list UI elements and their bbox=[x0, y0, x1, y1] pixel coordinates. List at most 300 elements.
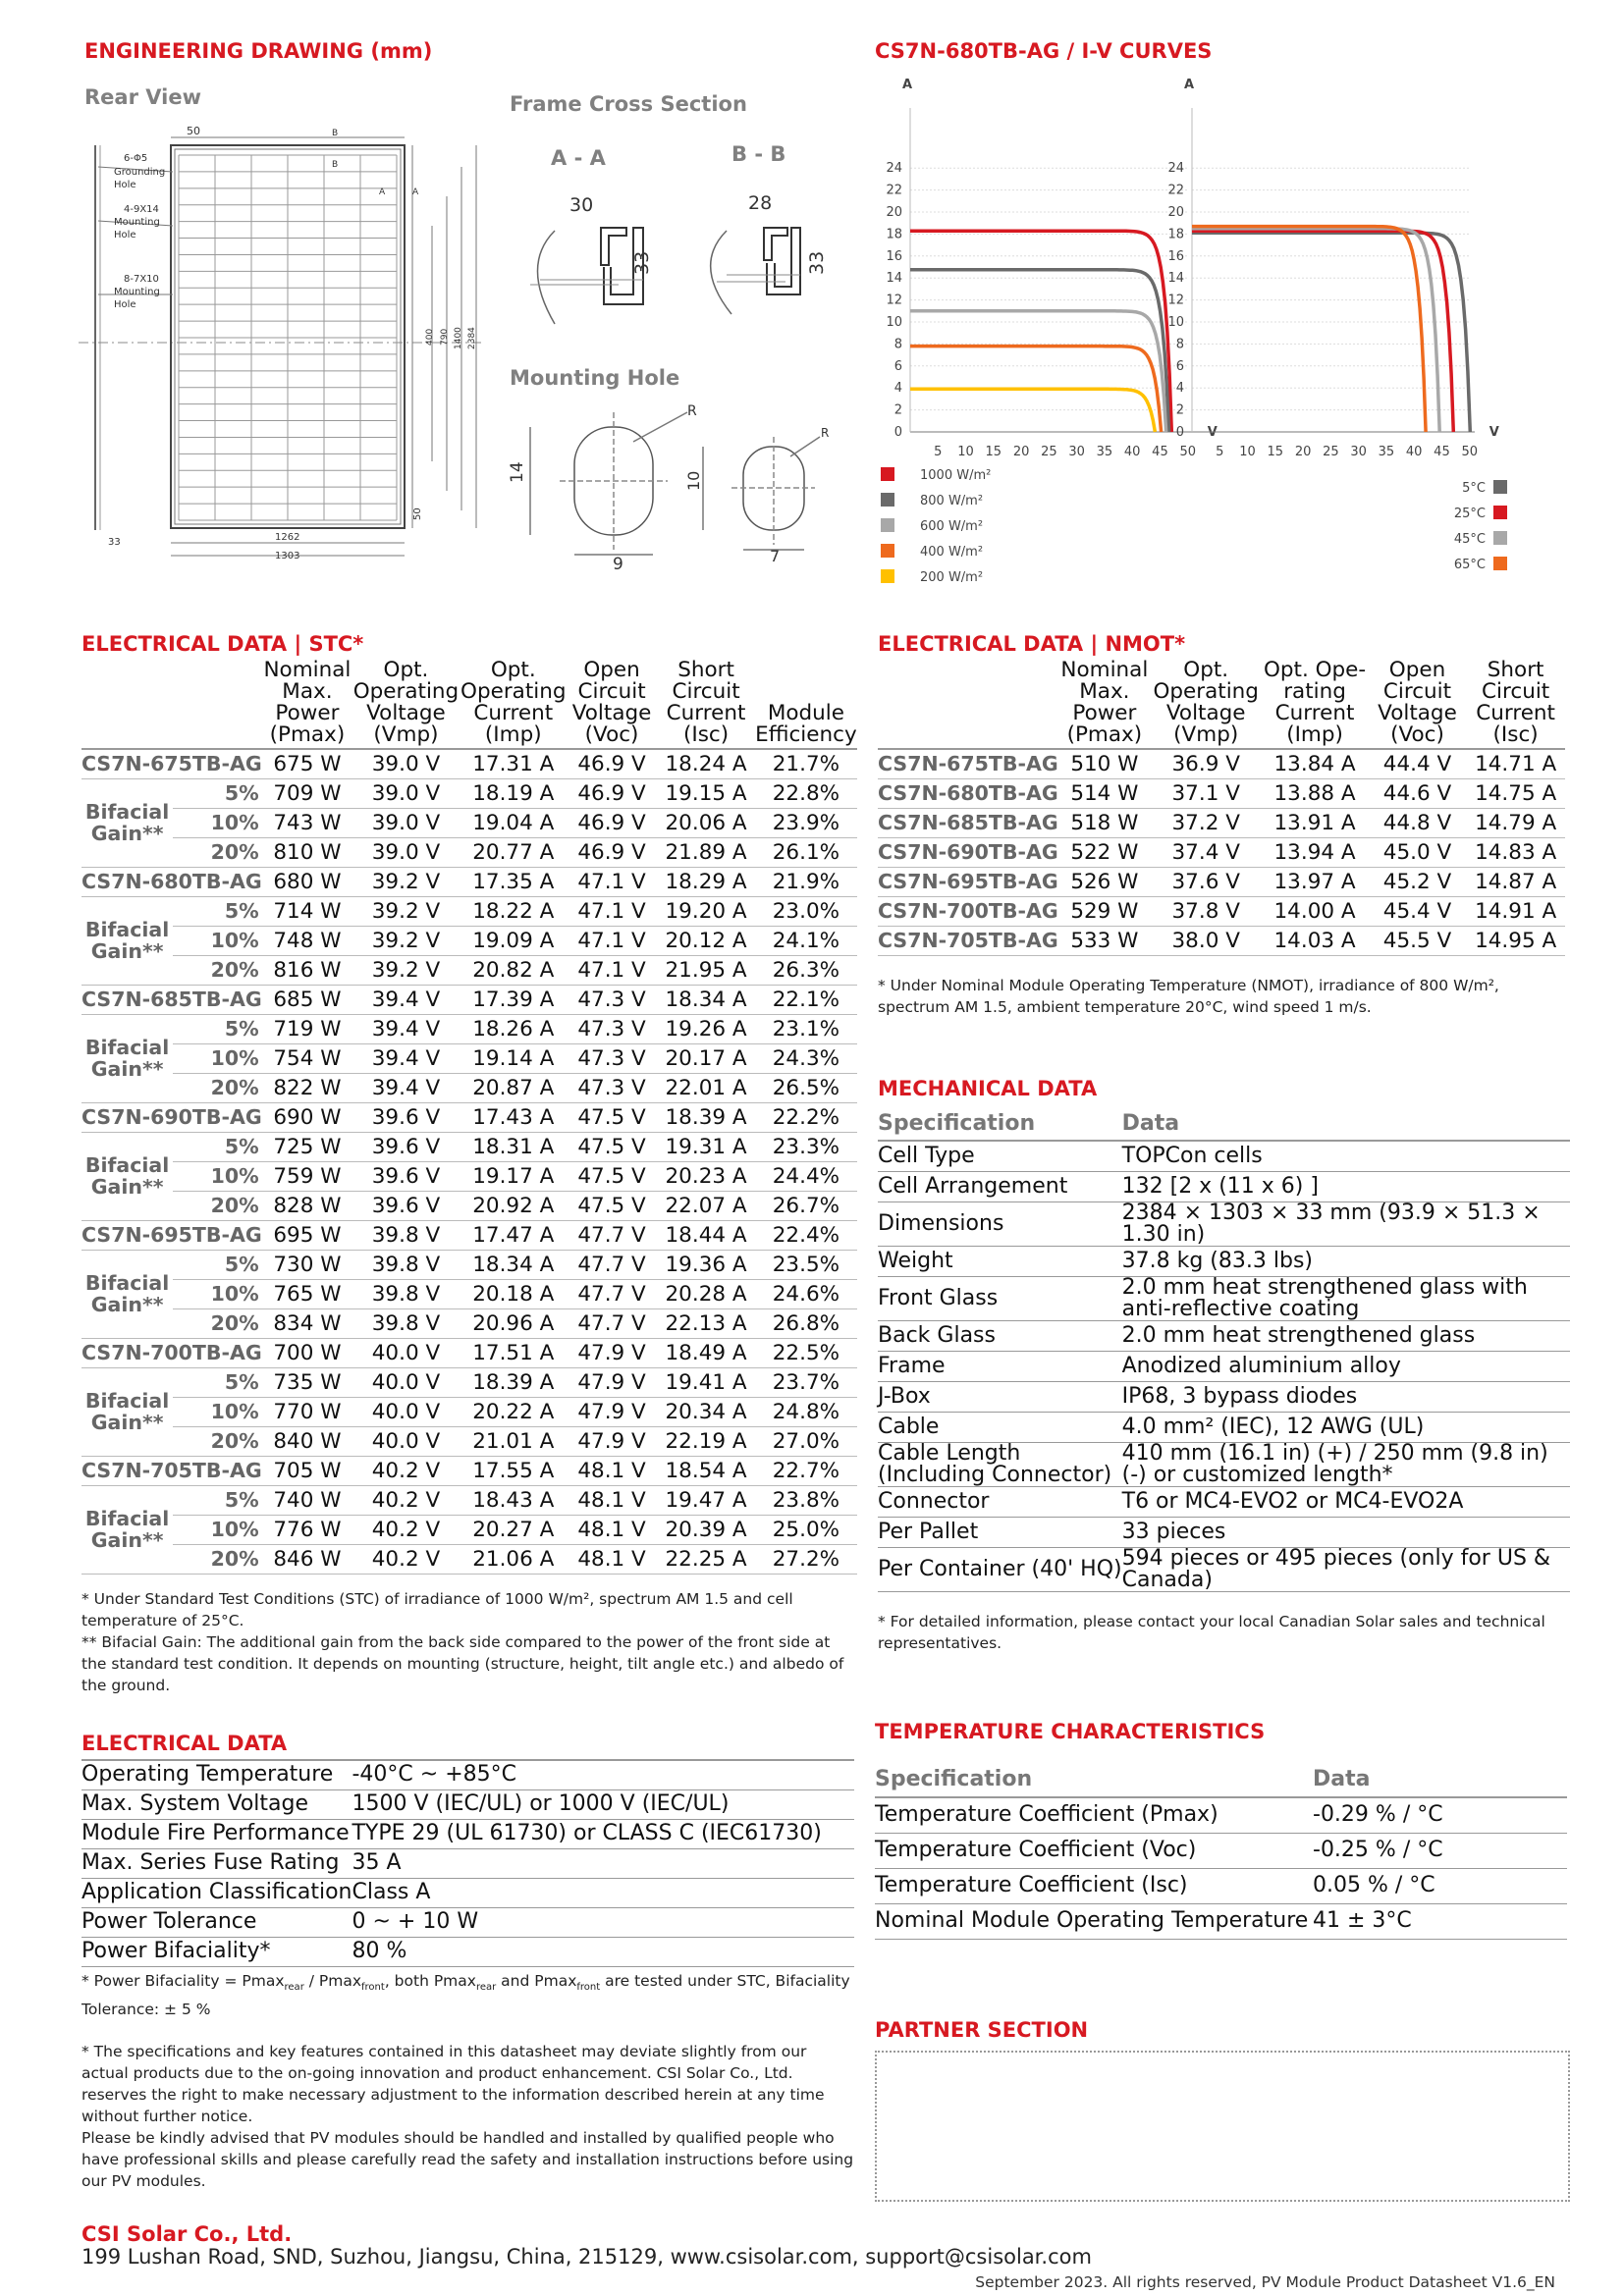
stc-cell: 20.39 A bbox=[657, 1515, 755, 1544]
stc-cell: 47.9 V bbox=[567, 1338, 657, 1367]
stc-cell: 22.8% bbox=[755, 778, 857, 808]
stc-header-2 bbox=[460, 660, 567, 749]
stc-model-name: CS7N-695TB-AG bbox=[81, 1220, 263, 1250]
section-a-a bbox=[530, 146, 653, 324]
stc-cell: 22.1% bbox=[755, 985, 857, 1014]
stc-row bbox=[81, 1132, 857, 1161]
stc-row bbox=[81, 1367, 857, 1397]
stc-cell: 18.29 A bbox=[657, 867, 755, 896]
stc-cell: 18.39 A bbox=[657, 1102, 755, 1132]
x-tick-label: 10 bbox=[1239, 445, 1256, 459]
stc-cell: 40.2 V bbox=[352, 1544, 460, 1574]
stc-cell: 24.1% bbox=[755, 926, 857, 955]
legend-label: 600 W/m² bbox=[920, 519, 984, 534]
stc-cell: 24.3% bbox=[755, 1043, 857, 1073]
electrical-spec: Application Classification bbox=[81, 1878, 352, 1907]
mechanical-row bbox=[878, 1320, 1570, 1351]
stc-cell: 828 W bbox=[263, 1191, 352, 1220]
nmot-cell: 44.6 V bbox=[1369, 778, 1467, 808]
mechanical-row bbox=[878, 1412, 1570, 1442]
stc-cell: 39.4 V bbox=[352, 1073, 460, 1102]
stc-cell: 39.4 V bbox=[352, 1043, 460, 1073]
x-tick-label: 20 bbox=[1294, 445, 1312, 459]
stc-cell: 19.41 A bbox=[657, 1367, 755, 1397]
stc-header-5 bbox=[755, 660, 857, 749]
stc-cell: 20.17 A bbox=[657, 1043, 755, 1073]
stc-note-1: * Under Standard Test Conditions (STC) of irradiance of 1000 W/m², spectrum AM 1.5 and cell temperature of 25°C. bbox=[81, 1590, 793, 1629]
nmot-header-line: Opt. bbox=[1183, 658, 1229, 682]
y-tick-label: 0 bbox=[893, 425, 902, 440]
stc-cell: 20.87 A bbox=[460, 1073, 567, 1102]
stc-cell: 20.12 A bbox=[657, 926, 755, 955]
engineering-title: ENGINEERING DRAWING (mm) bbox=[84, 39, 433, 63]
gain-label-line: Gain** bbox=[90, 1411, 164, 1434]
electrical-row bbox=[81, 1878, 854, 1907]
y-tick-label: 20 bbox=[886, 205, 902, 220]
stc-cell: 20.06 A bbox=[657, 808, 755, 837]
svg-text:Hole: Hole bbox=[114, 299, 136, 310]
stc-cell: 39.6 V bbox=[352, 1132, 460, 1161]
stc-cell: 47.5 V bbox=[567, 1191, 657, 1220]
legend-swatch bbox=[1493, 506, 1507, 519]
stc-model-name: CS7N-675TB-AG bbox=[81, 749, 263, 778]
stc-cell: 700 W bbox=[263, 1338, 352, 1367]
mechanical-row bbox=[878, 1141, 1570, 1171]
stc-cell: 22.25 A bbox=[657, 1544, 755, 1574]
svg-text:4-9X14: 4-9X14 bbox=[124, 204, 159, 215]
temperature-row bbox=[875, 1868, 1567, 1903]
stc-header-line: Module bbox=[767, 701, 844, 725]
y-tick-label: 18 bbox=[1167, 227, 1184, 242]
stc-cell: 18.26 A bbox=[460, 1014, 567, 1043]
stc-cell: 26.3% bbox=[755, 955, 857, 985]
svg-text:28: 28 bbox=[748, 192, 773, 214]
stc-cell: 40.2 V bbox=[352, 1456, 460, 1485]
stc-cell: 20.23 A bbox=[657, 1161, 755, 1191]
stc-title: ELECTRICAL DATA | STC* bbox=[81, 632, 364, 656]
stc-cell: 40.0 V bbox=[352, 1367, 460, 1397]
stc-cell: 759 W bbox=[263, 1161, 352, 1191]
temperature-value: -0.29 % / °C bbox=[1313, 1797, 1567, 1833]
stc-cell: 40.0 V bbox=[352, 1338, 460, 1367]
iv-curve bbox=[910, 231, 1171, 432]
nmot-cell: 14.79 A bbox=[1466, 808, 1565, 837]
nmot-cell: 526 W bbox=[1058, 867, 1151, 896]
x-tick-label: 45 bbox=[1434, 445, 1450, 459]
stc-row bbox=[81, 867, 857, 896]
mechanical-row bbox=[878, 1351, 1570, 1381]
stc-cell: 23.5% bbox=[755, 1250, 857, 1279]
stc-cell: 748 W bbox=[263, 926, 352, 955]
gain-label-line: Bifacial bbox=[84, 1036, 170, 1059]
stc-cell: 743 W bbox=[263, 808, 352, 837]
mechanical-spec: Cell Arrangement bbox=[878, 1171, 1122, 1201]
y-tick-label: 24 bbox=[1167, 161, 1184, 177]
stc-header-line: Power bbox=[275, 701, 340, 725]
electrical-row bbox=[81, 1907, 854, 1937]
nmot-model-name: CS7N-690TB-AG bbox=[878, 837, 1058, 867]
stc-cell: 18.22 A bbox=[460, 896, 567, 926]
y-tick-label: 14 bbox=[1167, 271, 1184, 287]
mechanical-spec: J-Box bbox=[878, 1381, 1122, 1412]
svg-text:400: 400 bbox=[425, 328, 435, 346]
svg-text:33: 33 bbox=[631, 250, 653, 275]
legend-label: 45°C bbox=[1453, 532, 1486, 547]
stc-cell: 22.5% bbox=[755, 1338, 857, 1367]
stc-cell: 21.9% bbox=[755, 867, 857, 896]
stc-cell: 714 W bbox=[263, 896, 352, 926]
stc-cell: 19.26 A bbox=[657, 1014, 755, 1043]
stc-cell: 18.34 A bbox=[460, 1250, 567, 1279]
stc-cell: 22.4% bbox=[755, 1220, 857, 1250]
stc-cell: 22.7% bbox=[755, 1456, 857, 1485]
y-tick-label: 4 bbox=[1175, 381, 1184, 397]
stc-cell: 770 W bbox=[263, 1397, 352, 1426]
nmot-header-line: Voltage bbox=[1378, 701, 1457, 725]
svg-text:Hole: Hole bbox=[114, 180, 136, 190]
svg-text:790: 790 bbox=[440, 328, 450, 346]
stc-gain-pct: 10% bbox=[173, 1397, 263, 1426]
stc-cell: 39.8 V bbox=[352, 1279, 460, 1308]
stc-row bbox=[81, 1544, 857, 1574]
stc-cell: 20.27 A bbox=[460, 1515, 567, 1544]
svg-text:A: A bbox=[412, 187, 419, 197]
stc-row bbox=[81, 1397, 857, 1426]
gain-label-line: Gain** bbox=[90, 1528, 164, 1552]
nmot-cell: 13.97 A bbox=[1261, 867, 1368, 896]
mechanical-title: MECHANICAL DATA bbox=[878, 1077, 1098, 1100]
svg-text:R: R bbox=[687, 403, 697, 419]
mechanical-spec: Cell Type bbox=[878, 1141, 1122, 1171]
stc-cell: 21.7% bbox=[755, 749, 857, 778]
stc-gain-pct: 10% bbox=[173, 1043, 263, 1073]
nmot-header-line: (Pmax) bbox=[1066, 722, 1143, 747]
x-tick-label: 35 bbox=[1096, 445, 1113, 459]
mechanical-spec: Front Glass bbox=[878, 1276, 1122, 1320]
stc-gain-pct: 5% bbox=[173, 1250, 263, 1279]
nmot-cell: 510 W bbox=[1058, 749, 1151, 778]
nmot-model-name: CS7N-705TB-AG bbox=[878, 926, 1058, 955]
temperature-row bbox=[875, 1833, 1567, 1868]
stc-cell: 39.6 V bbox=[352, 1191, 460, 1220]
nmot-note: * Under Nominal Module Operating Temperature (NMOT), irradiance of 800 W/m², spectrum AM 1.5, ambient temperature 20°C, wind speed 1 m/s. bbox=[878, 977, 1499, 1016]
temperature-header-cell: Specification bbox=[875, 1762, 1313, 1797]
x-tick-label: 50 bbox=[1461, 445, 1478, 459]
nmot-cell: 14.91 A bbox=[1466, 896, 1565, 926]
nmot-cell: 13.84 A bbox=[1261, 749, 1368, 778]
stc-cell: 18.44 A bbox=[657, 1220, 755, 1250]
stc-cell: 20.22 A bbox=[460, 1397, 567, 1426]
gain-label-line: Bifacial bbox=[84, 1153, 170, 1177]
stc-cell: 695 W bbox=[263, 1220, 352, 1250]
stc-cell: 39.8 V bbox=[352, 1220, 460, 1250]
mechanical-row bbox=[878, 1442, 1570, 1486]
temperature-value: -0.25 % / °C bbox=[1313, 1833, 1567, 1868]
svg-text:6-Φ5: 6-Φ5 bbox=[124, 153, 148, 164]
stc-cell: 22.01 A bbox=[657, 1073, 755, 1102]
stc-cell: 22.2% bbox=[755, 1102, 857, 1132]
nmot-row bbox=[878, 749, 1565, 778]
stc-header-line: Voltage bbox=[571, 701, 652, 725]
bifacial-gain-label bbox=[81, 1132, 173, 1220]
gain-label-line: Gain** bbox=[90, 1175, 164, 1199]
stc-row bbox=[81, 926, 857, 955]
svg-text:B: B bbox=[332, 160, 339, 170]
nmot-header-line: Opt. Ope- bbox=[1263, 658, 1367, 682]
stc-cell: 840 W bbox=[263, 1426, 352, 1456]
stc-cell: 39.2 V bbox=[352, 955, 460, 985]
y-tick-label: 16 bbox=[886, 248, 902, 264]
y-tick-label: 20 bbox=[1167, 205, 1184, 220]
y-tick-label: 0 bbox=[1175, 425, 1184, 440]
nmot-cell: 45.5 V bbox=[1369, 926, 1467, 955]
stc-cell: 25.0% bbox=[755, 1515, 857, 1544]
mechanical-spec: Weight bbox=[878, 1246, 1122, 1276]
iv-curve bbox=[910, 311, 1166, 432]
stc-cell: 705 W bbox=[263, 1456, 352, 1485]
stc-cell: 719 W bbox=[263, 1014, 352, 1043]
stc-cell: 18.54 A bbox=[657, 1456, 755, 1485]
nmot-cell: 45.2 V bbox=[1369, 867, 1467, 896]
stc-cell: 47.9 V bbox=[567, 1397, 657, 1426]
stc-cell: 19.04 A bbox=[460, 808, 567, 837]
stc-header-line: Current bbox=[473, 701, 554, 725]
mechanical-spec: Cable bbox=[878, 1412, 1122, 1442]
engineering-drawing bbox=[0, 0, 864, 589]
stc-gain-pct: 5% bbox=[173, 1485, 263, 1515]
stc-header-line: Short bbox=[677, 658, 734, 682]
stc-cell: 39.8 V bbox=[352, 1308, 460, 1338]
partner-title: PARTNER SECTION bbox=[875, 2018, 1089, 2042]
stc-cell: 47.7 V bbox=[567, 1308, 657, 1338]
stc-cell: 765 W bbox=[263, 1279, 352, 1308]
nmot-header-4 bbox=[1466, 660, 1565, 749]
stc-header-line: Current bbox=[666, 701, 746, 725]
legend-label: 5°C bbox=[1462, 481, 1486, 496]
stc-cell: 39.0 V bbox=[352, 808, 460, 837]
nmot-header-0 bbox=[1058, 660, 1151, 749]
x-tick-label: 25 bbox=[1323, 445, 1339, 459]
svg-text:50: 50 bbox=[412, 507, 423, 520]
gain-label-line: Bifacial bbox=[84, 1389, 170, 1413]
nmot-header-line: Operating bbox=[1153, 679, 1259, 704]
x-tick-label: 40 bbox=[1405, 445, 1423, 459]
stc-cell: 24.4% bbox=[755, 1161, 857, 1191]
nmot-cell: 522 W bbox=[1058, 837, 1151, 867]
stc-cell: 21.95 A bbox=[657, 955, 755, 985]
stc-cell: 47.7 V bbox=[567, 1250, 657, 1279]
stc-gain-pct: 20% bbox=[173, 1544, 263, 1574]
bifacial-gain-label bbox=[81, 1367, 173, 1456]
y-tick-label: 16 bbox=[1167, 248, 1184, 264]
stc-cell: 810 W bbox=[263, 837, 352, 867]
mechanical-spec: Per Pallet bbox=[878, 1517, 1122, 1547]
electrical-value: 1500 V (IEC/UL) or 1000 V (IEC/UL) bbox=[352, 1789, 854, 1819]
stc-gain-pct: 5% bbox=[173, 1014, 263, 1043]
stc-row bbox=[81, 1191, 857, 1220]
mechanical-value: 2384 × 1303 × 33 mm (93.9 × 51.3 × 1.30 in) bbox=[1122, 1201, 1570, 1246]
svg-text:B: B bbox=[332, 129, 339, 138]
bifacial-gain-label bbox=[81, 778, 173, 867]
electrical-row bbox=[81, 1937, 854, 1966]
nmot-cell: 45.0 V bbox=[1369, 837, 1467, 867]
svg-text:Grounding: Grounding bbox=[114, 167, 166, 178]
stc-row bbox=[81, 1308, 857, 1338]
nmot-model-name: CS7N-695TB-AG bbox=[878, 867, 1058, 896]
electrical-spec: Power Tolerance bbox=[81, 1907, 352, 1937]
stc-cell: 47.7 V bbox=[567, 1279, 657, 1308]
stc-cell: 39.4 V bbox=[352, 985, 460, 1014]
stc-header-1 bbox=[352, 660, 460, 749]
stc-model-name: CS7N-705TB-AG bbox=[81, 1456, 263, 1485]
stc-row bbox=[81, 1073, 857, 1102]
stc-cell: 822 W bbox=[263, 1073, 352, 1102]
nmot-cell: 14.87 A bbox=[1466, 867, 1565, 896]
nmot-header-2 bbox=[1261, 660, 1368, 749]
mechanical-value: 132 [2 x (11 x 6) ] bbox=[1122, 1171, 1570, 1201]
stc-cell: 17.39 A bbox=[460, 985, 567, 1014]
svg-text:33: 33 bbox=[806, 250, 828, 275]
legend-label: 400 W/m² bbox=[920, 545, 984, 560]
iv-curves-chart bbox=[864, 69, 1624, 614]
stc-cell: 776 W bbox=[263, 1515, 352, 1544]
stc-gain-pct: 20% bbox=[173, 955, 263, 985]
stc-cell: 23.7% bbox=[755, 1367, 857, 1397]
stc-header-line: Voltage bbox=[366, 701, 446, 725]
stc-gain-pct: 20% bbox=[173, 837, 263, 867]
stc-row bbox=[81, 778, 857, 808]
mechanical-spec: Frame bbox=[878, 1351, 1122, 1381]
legend-label: 65°C bbox=[1453, 558, 1486, 572]
stc-cell: 47.3 V bbox=[567, 1073, 657, 1102]
mechanical-value: Anodized aluminium alloy bbox=[1122, 1351, 1570, 1381]
gain-label-line: Gain** bbox=[90, 1293, 164, 1316]
stc-cell: 40.0 V bbox=[352, 1426, 460, 1456]
stc-cell: 18.39 A bbox=[460, 1367, 567, 1397]
footer-address: 199 Lushan Road, SND, Suzhou, Jiangsu, China, 215129, www.csisolar.com, support@csisolar.com bbox=[81, 2245, 1092, 2269]
x-tick-label: 25 bbox=[1041, 445, 1057, 459]
nmot-header-line: Power bbox=[1072, 701, 1137, 725]
bifacial-gain-label bbox=[81, 1250, 173, 1338]
stc-gain-pct: 5% bbox=[173, 778, 263, 808]
stc-gain-pct: 10% bbox=[173, 926, 263, 955]
svg-text:Hole: Hole bbox=[114, 230, 136, 240]
nmot-header-line: Open bbox=[1388, 658, 1446, 682]
stc-cell: 709 W bbox=[263, 778, 352, 808]
iv-curve bbox=[910, 270, 1169, 432]
partner-box bbox=[875, 2051, 1570, 2202]
stc-cell: 20.34 A bbox=[657, 1397, 755, 1426]
legend-swatch bbox=[881, 493, 894, 507]
x-tick-label: 40 bbox=[1123, 445, 1141, 459]
stc-header-0 bbox=[263, 660, 352, 749]
svg-text:30: 30 bbox=[569, 194, 594, 216]
nmot-model-name: CS7N-675TB-AG bbox=[878, 749, 1058, 778]
stc-row bbox=[81, 1485, 857, 1515]
gain-label-line: Bifacial bbox=[84, 1271, 170, 1295]
stc-cell: 39.6 V bbox=[352, 1161, 460, 1191]
stc-cell: 20.96 A bbox=[460, 1308, 567, 1338]
mechanical-row bbox=[878, 1246, 1570, 1276]
stc-row bbox=[81, 1279, 857, 1308]
mechanical-row bbox=[878, 1276, 1570, 1320]
stc-cell: 47.9 V bbox=[567, 1367, 657, 1397]
nmot-row bbox=[878, 867, 1565, 896]
stc-gain-pct: 10% bbox=[173, 808, 263, 837]
stc-cell: 47.1 V bbox=[567, 926, 657, 955]
iv-curve bbox=[1192, 229, 1439, 432]
stc-cell: 48.1 V bbox=[567, 1456, 657, 1485]
nmot-header-line: (Imp) bbox=[1286, 722, 1343, 747]
stc-gain-pct: 20% bbox=[173, 1191, 263, 1220]
nmot-header-line: Nominal bbox=[1060, 658, 1149, 682]
mechanical-value: 410 mm (16.1 in) (+) / 250 mm (9.8 in) (-) or customized length* bbox=[1122, 1442, 1570, 1486]
stc-cell: 17.51 A bbox=[460, 1338, 567, 1367]
legend-swatch bbox=[1493, 531, 1507, 545]
stc-cell: 19.15 A bbox=[657, 778, 755, 808]
legend-swatch bbox=[881, 569, 894, 583]
mechanical-spec: Dimensions bbox=[878, 1201, 1122, 1246]
electrical-row bbox=[81, 1848, 854, 1878]
stc-header-line: Circuit bbox=[672, 679, 740, 704]
mechanical-spec: Per Container (40' HQ) bbox=[878, 1547, 1122, 1591]
svg-text:1303: 1303 bbox=[275, 551, 300, 561]
y-tick-label: 10 bbox=[1167, 315, 1184, 330]
stc-cell: 47.1 V bbox=[567, 867, 657, 896]
gain-label-line: Bifacial bbox=[84, 1507, 170, 1530]
stc-cell: 19.31 A bbox=[657, 1132, 755, 1161]
x-tick-label: 15 bbox=[985, 445, 1002, 459]
stc-row bbox=[81, 1102, 857, 1132]
x-tick-label: 20 bbox=[1012, 445, 1030, 459]
stc-header-line: Opt. bbox=[383, 658, 429, 682]
section-b-b bbox=[711, 142, 828, 314]
mechanical-value: T6 or MC4-EVO2 or MC4-EVO2A bbox=[1122, 1486, 1570, 1517]
mechanical-value: IP68, 3 bypass diodes bbox=[1122, 1381, 1570, 1412]
stc-cell: 48.1 V bbox=[567, 1544, 657, 1574]
nmot-row bbox=[878, 837, 1565, 867]
nmot-header-line: Circuit bbox=[1382, 679, 1452, 704]
mounting-hole-drawings bbox=[508, 403, 829, 574]
mechanical-value: 37.8 kg (83.3 lbs) bbox=[1122, 1246, 1570, 1276]
mechanical-value: 4.0 mm² (IEC), 12 AWG (UL) bbox=[1122, 1412, 1570, 1442]
nmot-cell: 14.75 A bbox=[1466, 778, 1565, 808]
nmot-cell: 44.8 V bbox=[1369, 808, 1467, 837]
stc-cell: 40.0 V bbox=[352, 1397, 460, 1426]
legend-swatch bbox=[881, 518, 894, 532]
stc-cell: 18.24 A bbox=[657, 749, 755, 778]
nmot-header-line: Circuit bbox=[1482, 679, 1550, 704]
axis-label-v: V bbox=[1489, 425, 1499, 440]
stc-gain-pct: 20% bbox=[173, 1308, 263, 1338]
stc-cell: 18.34 A bbox=[657, 985, 755, 1014]
electrical-value: 35 A bbox=[352, 1848, 854, 1878]
stc-cell: 19.09 A bbox=[460, 926, 567, 955]
stc-cell: 47.1 V bbox=[567, 955, 657, 985]
bifacial-gain-label bbox=[81, 896, 173, 985]
legend-label: 800 W/m² bbox=[920, 494, 984, 508]
stc-cell: 39.6 V bbox=[352, 1102, 460, 1132]
stc-header-line: Opt. bbox=[490, 658, 536, 682]
stc-gain-pct: 10% bbox=[173, 1161, 263, 1191]
stc-cell: 834 W bbox=[263, 1308, 352, 1338]
nmot-cell: 518 W bbox=[1058, 808, 1151, 837]
nmot-cell: 38.0 V bbox=[1151, 926, 1261, 955]
stc-cell: 20.92 A bbox=[460, 1191, 567, 1220]
stc-gain-pct: 10% bbox=[173, 1515, 263, 1544]
stc-cell: 26.5% bbox=[755, 1073, 857, 1102]
stc-cell: 22.13 A bbox=[657, 1308, 755, 1338]
